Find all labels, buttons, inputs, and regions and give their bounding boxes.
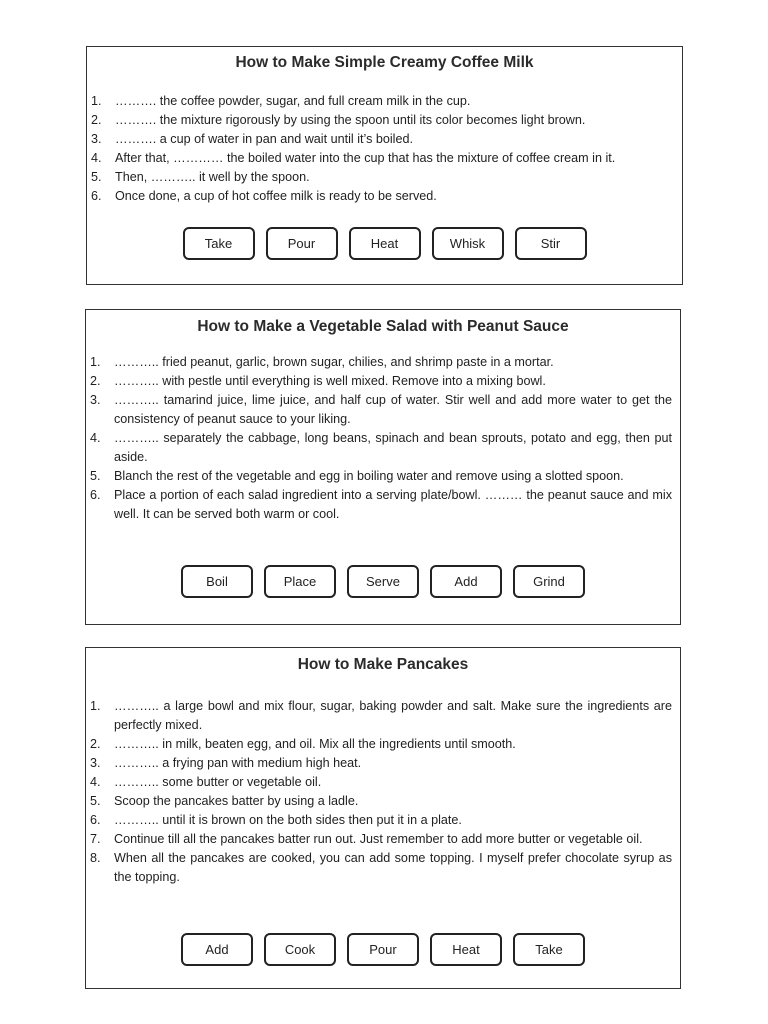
step-number: 7. <box>90 832 101 846</box>
step-number: 4. <box>90 775 101 789</box>
steps-list <box>86 353 680 524</box>
worksheet-pancakes <box>85 647 681 989</box>
step-text: After that, ………… the boiled water into the cup that has the mixture of coffee cream in it. <box>115 151 616 165</box>
step-number: 6. <box>90 813 101 827</box>
steps-list <box>87 92 682 206</box>
word-bank <box>87 227 682 260</box>
step-text: When all the pancakes are cooked, you can add some topping. I myself prefer chocolate syrup as the topping. <box>114 851 672 884</box>
step-text: Place a portion of each salad ingredient into a serving plate/bowl. ……… the peanut sauce and mix well. It can be served both warm or cool. <box>114 488 672 521</box>
step-text: ………. the coffee powder, sugar, and full cream milk in the cup. <box>115 94 471 108</box>
step-number: 6. <box>90 488 101 502</box>
steps-list <box>86 697 680 887</box>
step-number: 1. <box>90 355 101 369</box>
step-item <box>86 811 680 830</box>
step-number: 2. <box>90 737 101 751</box>
word-card-pour[interactable]: Pour <box>266 227 338 260</box>
word-card-pour[interactable]: Pour <box>347 933 419 966</box>
worksheet-title: How to Make Pancakes <box>297 656 469 673</box>
step-item <box>86 754 680 773</box>
step-item <box>87 187 682 206</box>
step-text: Scoop the pancakes batter by using a ladle. <box>114 794 359 808</box>
step-number: 4. <box>90 431 101 445</box>
step-item <box>86 773 680 792</box>
step-item <box>86 735 680 754</box>
step-item <box>87 92 682 111</box>
step-item <box>86 467 680 486</box>
worksheet-title: How to Make a Vegetable Salad with Peanut Sauce <box>197 318 569 335</box>
step-number: 1. <box>90 699 101 713</box>
step-text: ……….. a large bowl and mix flour, sugar, baking powder and salt. Make sure the ingredients are perfectly mixed. <box>114 699 672 732</box>
step-number: 5. <box>91 170 102 184</box>
step-number: 1. <box>91 94 102 108</box>
step-text: ……….. separately the cabbage, long beans, spinach and bean sprouts, potato and egg, then put aside. <box>114 431 672 464</box>
step-text: ………. a cup of water in pan and wait until it’s boiled. <box>115 132 413 146</box>
step-text: Then, ……….. it well by the spoon. <box>115 170 310 184</box>
step-item <box>87 111 682 130</box>
word-card-place[interactable]: Place <box>264 565 336 598</box>
step-item <box>87 130 682 149</box>
step-text: ……….. until it is brown on the both sides then put it in a plate. <box>114 813 462 827</box>
word-card-boil[interactable]: Boil <box>181 565 253 598</box>
step-item <box>86 391 680 429</box>
word-bank <box>86 933 680 966</box>
step-number: 6. <box>91 189 102 203</box>
step-number: 2. <box>91 113 102 127</box>
step-number: 5. <box>90 469 101 483</box>
word-card-take[interactable]: Take <box>183 227 255 260</box>
step-text: Blanch the rest of the vegetable and egg in boiling water and remove using a slotted spoon. <box>114 469 624 483</box>
word-card-heat[interactable]: Heat <box>430 933 502 966</box>
step-number: 3. <box>91 132 102 146</box>
step-item <box>86 372 680 391</box>
word-card-stir[interactable]: Stir <box>515 227 587 260</box>
step-item <box>86 429 680 467</box>
worksheet-coffee-milk <box>86 46 683 285</box>
word-card-add[interactable]: Add <box>181 933 253 966</box>
step-item <box>86 697 680 735</box>
worksheet-title: How to Make Simple Creamy Coffee Milk <box>235 54 534 71</box>
step-text: Once done, a cup of hot coffee milk is ready to be served. <box>115 189 437 203</box>
step-item <box>86 486 680 524</box>
step-number: 3. <box>90 393 101 407</box>
step-number: 4. <box>91 151 102 165</box>
step-item <box>87 149 682 168</box>
word-card-take[interactable]: Take <box>513 933 585 966</box>
step-text: ……….. some butter or vegetable oil. <box>114 775 322 789</box>
step-number: 5. <box>90 794 101 808</box>
step-number: 8. <box>90 851 101 865</box>
step-text: ……….. tamarind juice, lime juice, and half cup of water. Stir well and add more water to get the consistency of peanut sauce to your liking. <box>114 393 672 426</box>
step-number: 2. <box>90 374 101 388</box>
word-card-heat[interactable]: Heat <box>349 227 421 260</box>
word-card-grind[interactable]: Grind <box>513 565 585 598</box>
step-text: ……….. in milk, beaten egg, and oil. Mix all the ingredients until smooth. <box>114 737 516 751</box>
worksheet-vegetable-salad <box>85 309 681 625</box>
word-card-add[interactable]: Add <box>430 565 502 598</box>
step-number: 3. <box>90 756 101 770</box>
word-card-cook[interactable]: Cook <box>264 933 336 966</box>
step-item <box>87 168 682 187</box>
step-item <box>86 792 680 811</box>
step-text: ……….. a frying pan with medium high heat. <box>114 756 362 770</box>
step-text: ……….. with pestle until everything is well mixed. Remove into a mixing bowl. <box>114 374 546 388</box>
step-item <box>86 830 680 849</box>
word-card-serve[interactable]: Serve <box>347 565 419 598</box>
step-item <box>86 849 680 887</box>
word-bank <box>86 565 680 598</box>
step-text: ……….. fried peanut, garlic, brown sugar, chilies, and shrimp paste in a mortar. <box>114 355 554 369</box>
step-text: Continue till all the pancakes batter run out. Just remember to add more butter or vegetable oil. <box>114 832 643 846</box>
step-text: ………. the mixture rigorously by using the spoon until its color becomes light brown. <box>115 113 586 127</box>
step-item <box>86 353 680 372</box>
word-card-whisk[interactable]: Whisk <box>432 227 504 260</box>
